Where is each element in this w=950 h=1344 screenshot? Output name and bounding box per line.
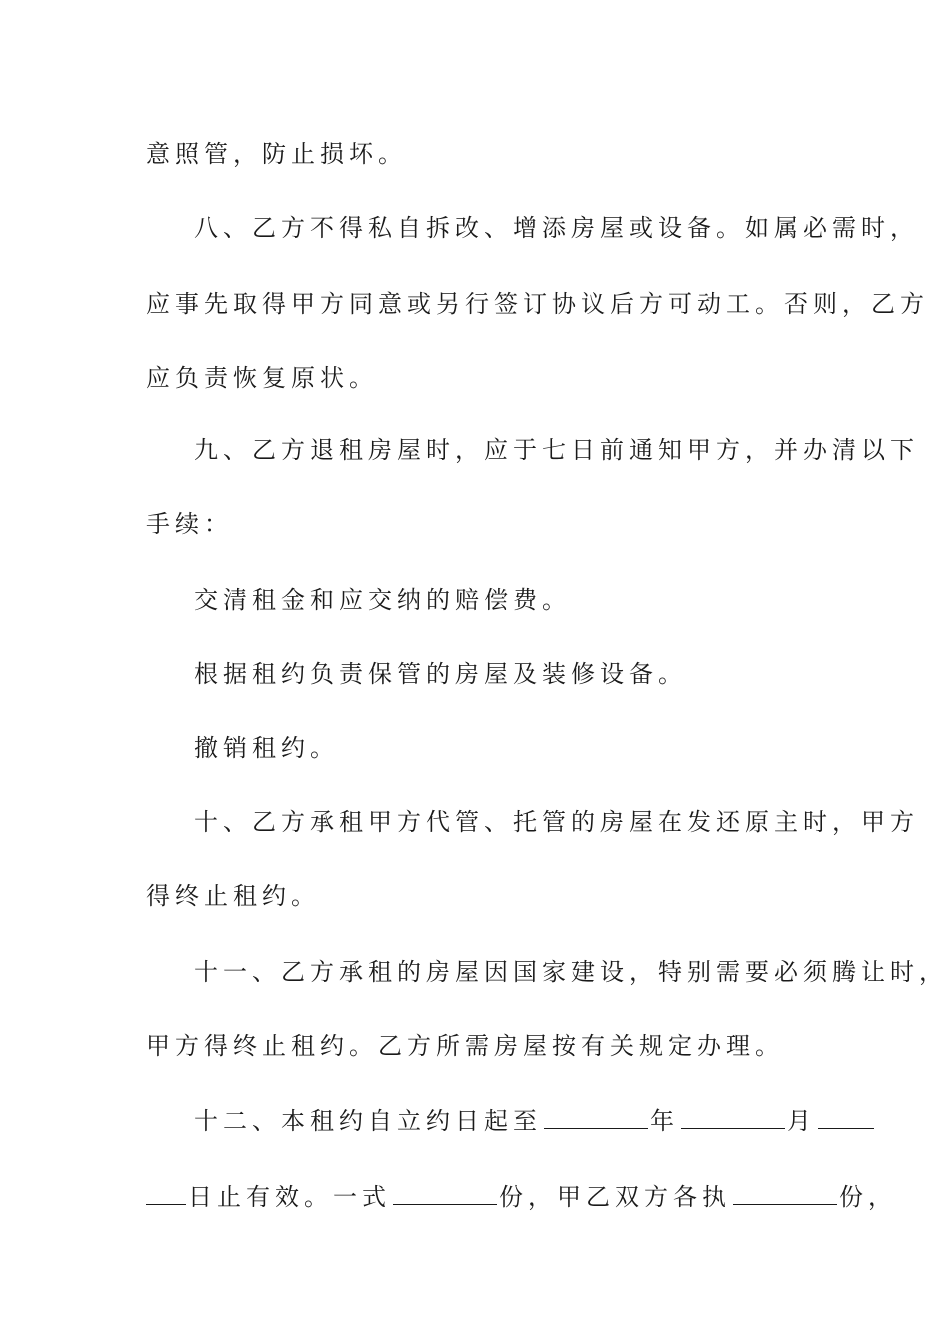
- procedure-item-1: 交清租金和应交纳的赔偿费。: [194, 586, 571, 614]
- clause-8-line-1: 八、乙方不得私自拆改、增添房屋或设备。如属必需时，: [194, 214, 919, 242]
- clause-12-text-2: 日止有效。一式: [188, 1183, 391, 1211]
- clause-12-line-1: [194, 1104, 874, 1137]
- clause-11-line-1: 十一、乙方承租的房屋因国家建设，特别需要必须腾让时，: [194, 958, 948, 986]
- clause-8-line-2: 应事先取得甲方同意或另行签订协议后方可动工。否则，乙方: [146, 290, 929, 318]
- end-day-blank-part-2: [146, 1180, 186, 1205]
- end-day-blank-part-1: [818, 1104, 874, 1129]
- procedure-item-3: 撤销租约。: [194, 734, 339, 762]
- clause-10-line-2: 得终止租约。: [146, 882, 320, 910]
- clause-9-line-1: 九、乙方退租房屋时，应于七日前通知甲方，并办清以下: [194, 436, 919, 464]
- clause-12-text-4: 份，: [839, 1183, 897, 1211]
- paragraph-line: 意照管，防止损坏。: [146, 140, 407, 168]
- clause-11-line-2: 甲方得终止租约。乙方所需房屋按有关规定办理。: [146, 1032, 784, 1060]
- copies-each-blank: [733, 1180, 837, 1205]
- procedure-item-2: 根据租约负责保管的房屋及装修设备。: [194, 660, 687, 688]
- year-label: 年: [650, 1107, 679, 1135]
- clause-9-line-2: 手续：: [146, 510, 233, 538]
- month-label: 月: [787, 1107, 816, 1135]
- end-month-blank: [681, 1104, 785, 1129]
- clause-10-line-1: 十、乙方承租甲方代管、托管的房屋在发还原主时，甲方: [194, 808, 919, 836]
- clause-12-text-1: 十二、本租约自立约日起至: [194, 1107, 542, 1135]
- copies-count-blank: [393, 1180, 497, 1205]
- clause-8-line-3: 应负责恢复原状。: [146, 364, 378, 392]
- clause-12-text-3: 份，甲乙双方各执: [499, 1183, 731, 1211]
- end-year-blank: [544, 1104, 648, 1129]
- clause-12-line-2: [146, 1180, 897, 1213]
